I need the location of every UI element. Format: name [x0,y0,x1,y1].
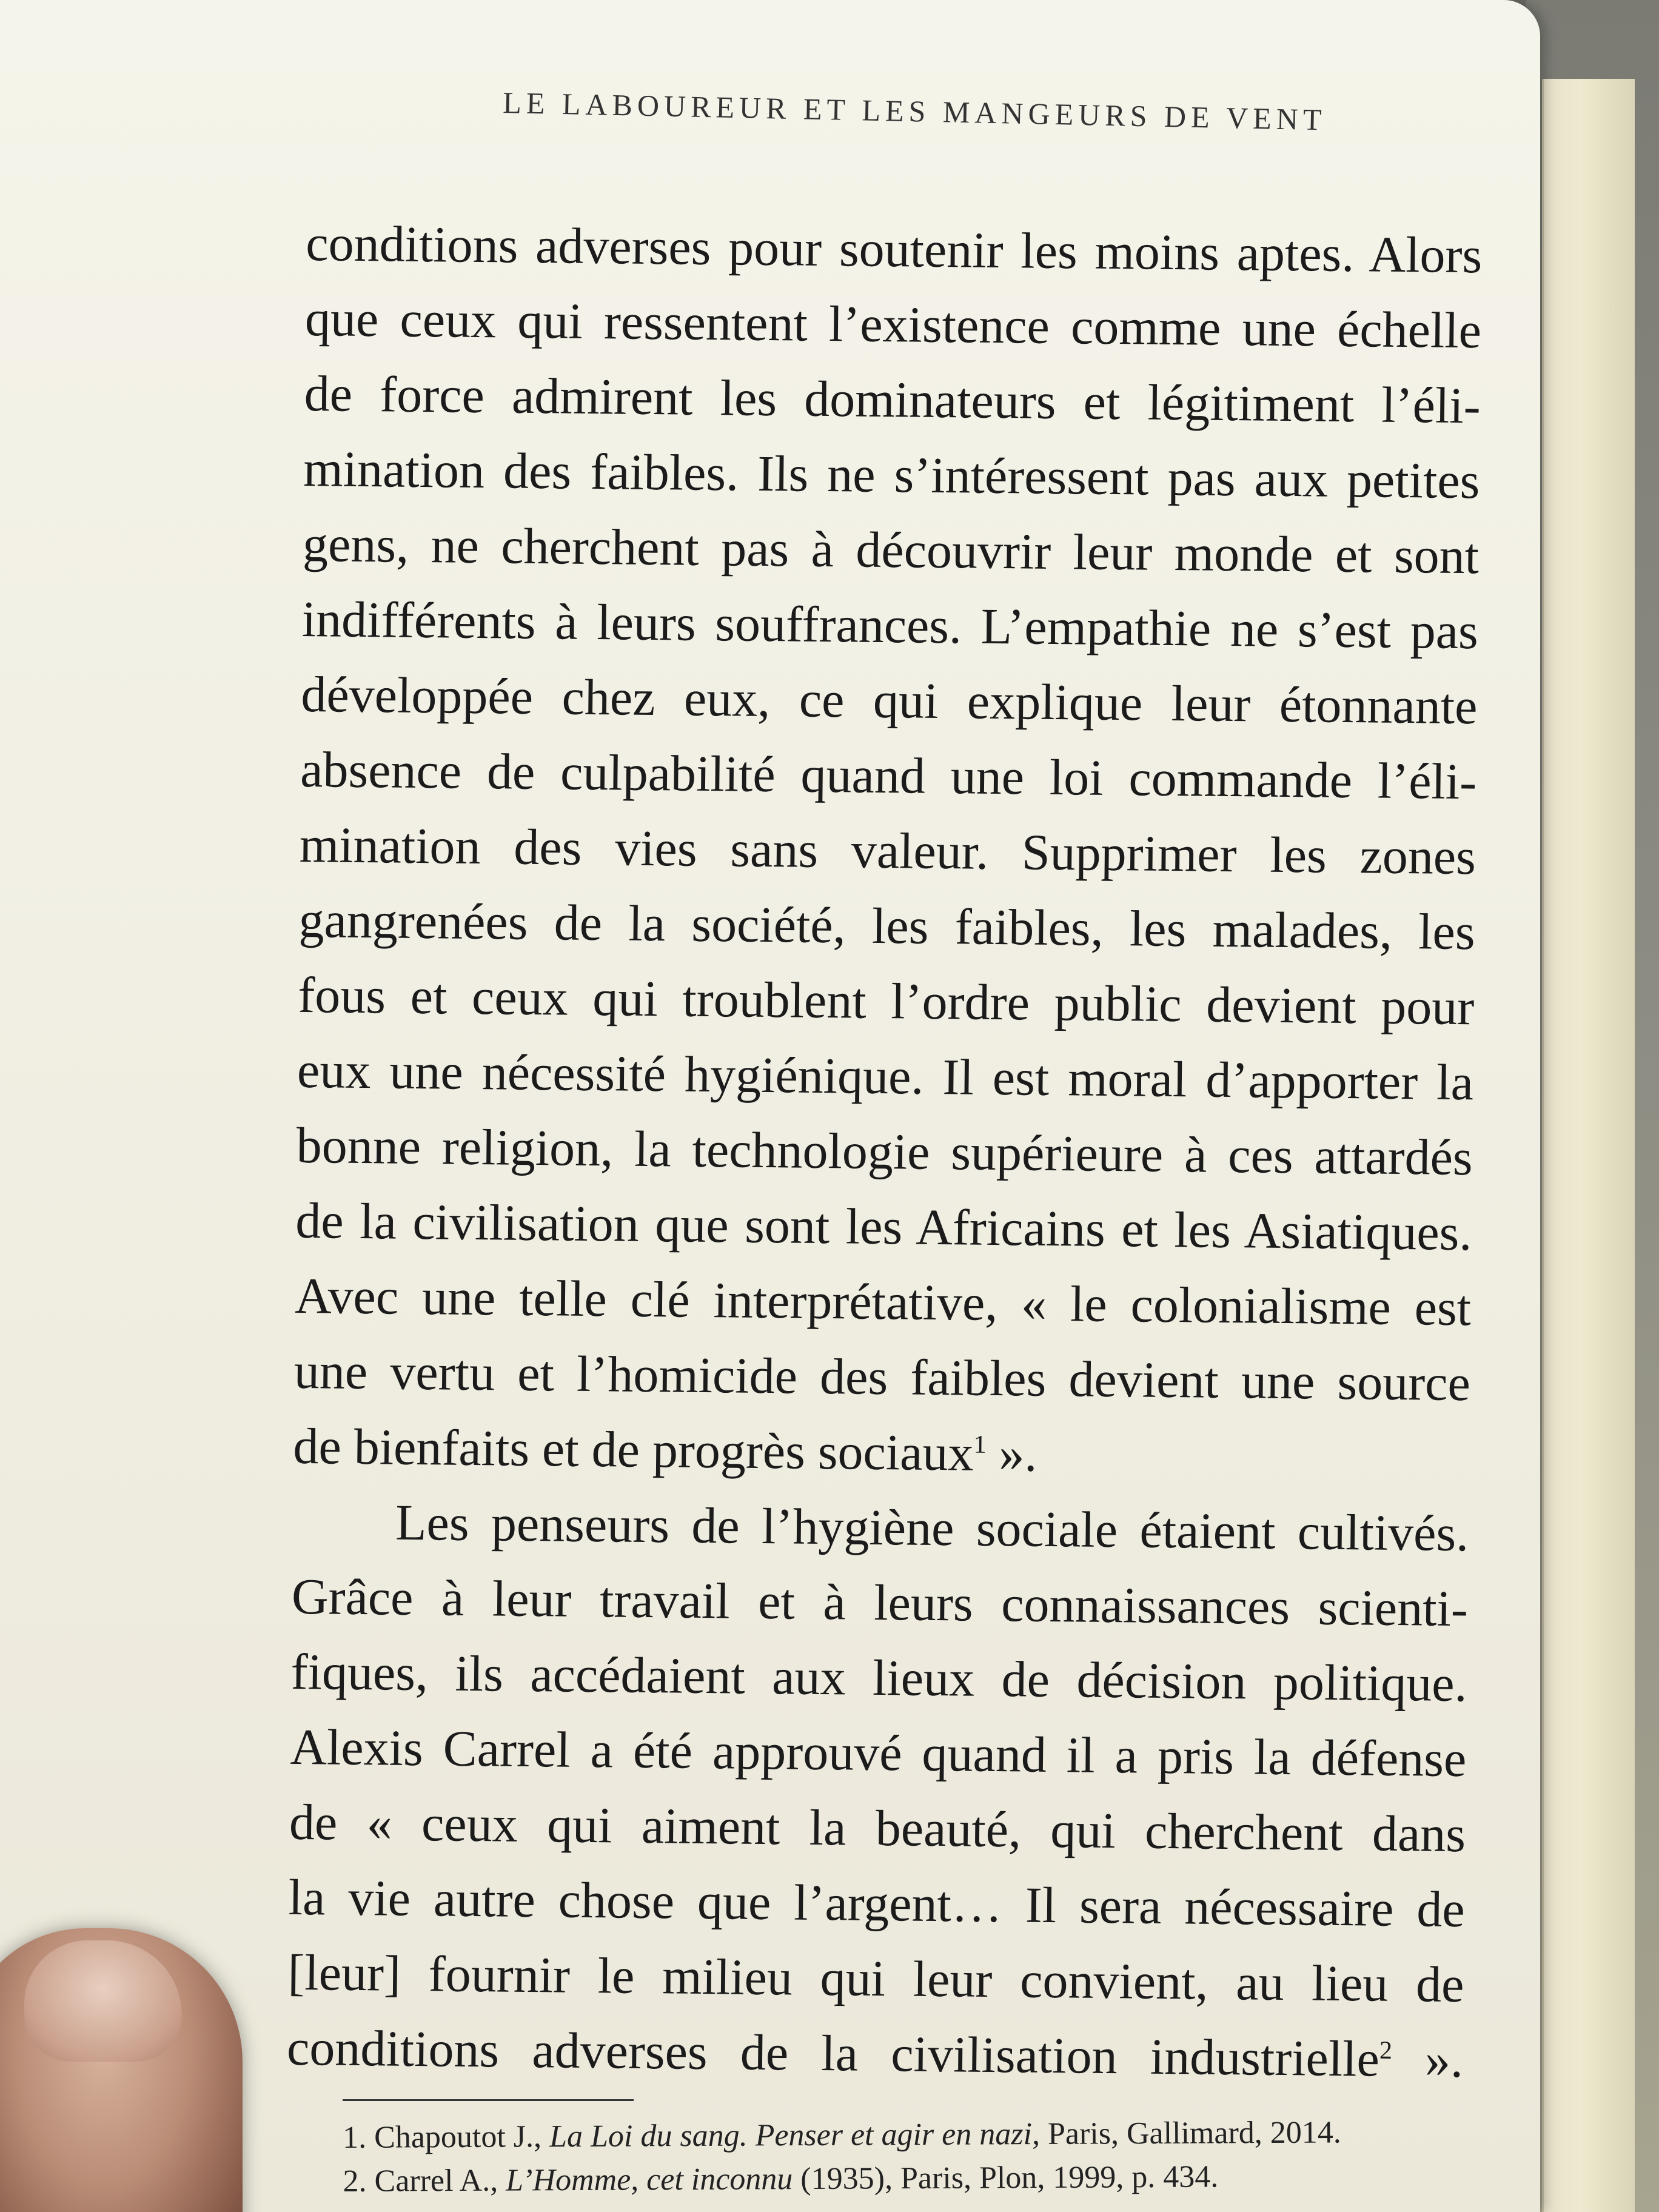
footnote-title: La Loi du sang. Penser et agir en nazi [549,2117,1033,2154]
text-line: fous et ceux qui troublent l’ordre public devient pour [297,967,1475,1036]
footnotes [343,2110,1495,2204]
footnote-number: 1. [343,2120,367,2155]
footnote-author: Chapoutot J., [374,2119,542,2155]
text-line: de la civilisation que sont les Africains et les Asiatiques. [295,1192,1472,1262]
text-line: indifférents à leurs souffrances. L’empathie ne s’est pas [301,591,1479,660]
body-text [287,206,1483,2098]
text-line: Avec une telle clé interprétative, « le colonialisme est [294,1267,1472,1337]
footnote-ref-1[interactable]: 1 [973,1430,987,1459]
text-line: la vie autre chose que l’argent… Il sera nécessaire de [288,1869,1466,1939]
text-line-last [293,1409,1470,1496]
running-head: LE LABOUREUR ET LES MANGEURS DE VENT [502,85,1327,137]
text-line: Grâce à leur travail et à leurs connaissances scienti- [291,1568,1469,1638]
text-line: fiques, ils accédaient aux lieux de décision politique. [290,1643,1468,1713]
footnote-2 [343,2154,1495,2204]
text-line: gangrenées de la société, les faibles, les malades, les [298,891,1476,961]
text-line: [leur] fournir le milieu qui leur convient, au lieu de [287,1944,1464,2014]
footnote-author: Carrel A., [374,2163,498,2199]
text-line: que ceux qui ressentent l’existence comme une échelle [304,290,1482,360]
text-line: de force admirent les dominateurs et légitiment l’éli- [304,365,1481,435]
footnote-title: L’Homme, cet inconnu [506,2162,793,2198]
text-line: bonne religion, la technologie supérieure à ces attardés [296,1117,1473,1187]
text-line: gens, ne cherchent pas à découvrir leur monde et sont [302,515,1480,585]
text-line: mination des vies sans valeur. Supprimer les zones [299,816,1476,886]
text-line: Alexis Carrel a été approuvé quand il a pris la défense [289,1718,1467,1788]
text-line-last [287,2011,1464,2098]
footnote-rest: , Paris, Gallimard, 2014. [1031,2115,1341,2152]
text-line: absence de culpabilité quand une loi commande l’éli- [300,741,1477,811]
text-fragment: de bienfaits et de progrès sociaux [293,1418,974,1482]
text-fragment: ». [1392,2031,1464,2089]
text-line: de « ceux qui aiment la beauté, qui cherchent dans [289,1794,1466,1863]
footnote-divider [343,2099,634,2101]
text-line: eux une nécessité hygiénique. Il est moral d’apporter la [297,1042,1474,1111]
text-line: développée chez eux, ce qui explique leur étonnante [301,666,1478,736]
text-line: conditions adverses pour soutenir les moins aptes. Alors [305,215,1483,284]
text-line: mination des faibles. Ils ne s’intéressent pas aux petites [303,440,1480,510]
footnote-ref-2[interactable]: 2 [1379,2036,1393,2065]
footnote-rest: (1935), Paris, Plon, 1999, p. 434. [793,2159,1219,2197]
text-fragment: conditions adverses de la civilisation industrielle [286,2019,1380,2088]
text-line: Les penseurs de l’hygiène sociale étaient cultivés. [395,1494,1469,1563]
text-line: une vertu et l’homicide des faibles devient une source [293,1342,1471,1412]
footnote-1 [343,2110,1495,2160]
text-fragment: ». [985,1425,1037,1483]
stacked-page-edges [1542,79,1635,2212]
footnote-number: 2. [343,2163,367,2199]
